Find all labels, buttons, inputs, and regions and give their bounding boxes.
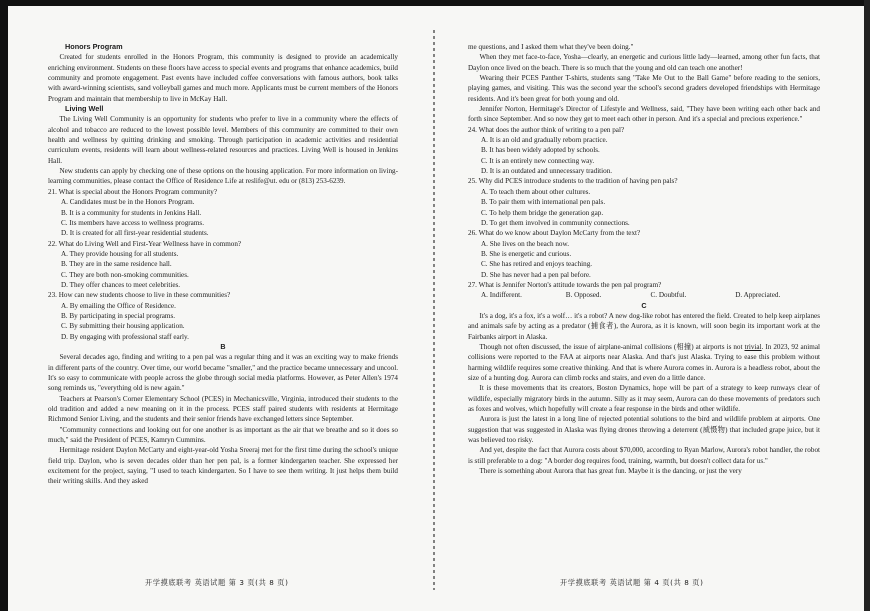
option-23a: A. By emailing the Office of Residence. — [61, 301, 176, 310]
question-27: 27. What is Jennifer Norton's attitude towards the pen pal program? — [468, 280, 662, 289]
option-22c: C. They are both non-smoking communities. — [61, 270, 189, 279]
option-21a: A. Candidates must be in the Honors Program. — [61, 198, 195, 207]
left-column-page-3 — [48, 42, 398, 487]
option-25d: D. To get them involved in community connections. — [481, 218, 630, 227]
option-24d: D. It is an outdated and unnecessary tradition. — [481, 167, 613, 176]
paragraph-honors: Created for students enrolled in the Honors Program, this community is designed to provide an academically enriching environment. Students on these floors have access to special events and programs that enhance academics, build community and promote engagement. Past events have included coffee conversations with famous authors, book talks with award-winning scientists, sand volleyball games and much more. Applicants must be current members of the Honors Program and maintain that membership to live in McKay Hall. — [48, 53, 398, 103]
underlined-word-trivial: trivial — [744, 342, 762, 351]
right-column-page-4 — [468, 42, 820, 476]
option-21c: C. Its members have access to wellness programs. — [61, 218, 204, 227]
paragraph-c6: There is something about Aurora that has great fun. Maybe it is the dancing, or just the very — [479, 467, 742, 476]
option-21d: D. It is created for all first-year residential students. — [61, 229, 209, 238]
option-27d: D. Appreciated. — [735, 291, 781, 300]
option-25a: A. To teach them about other cultures. — [481, 187, 591, 196]
paragraph-living-well: The Living Well Community is an opportunity for students who prefer to live in a community where the effects of alcohol and tobacco are reduced to the lowest possible level. Members of this community are committed to their own health and wellness by quitting drinking and smoking. Through participation in academic activities and residential curriculum events, residents will learn about wellness-related resources and practices. Living Well is housed in Jenkins Hall. — [48, 115, 398, 165]
paragraph-c1: It's a dog, it's a fox, it's a wolf… it's a robot? A new dog-like robot has entered the field. Created to help keep airplanes and animals safe by acting as a predator (捕食者), the Aurora, as it is known, will soon begin its important work at the Fairbanks airport in Alaska. — [468, 311, 820, 341]
question-26: 26. What do we know about Daylon McCarty from the text? — [468, 229, 641, 238]
option-22b: B. They are in the same residence hall. — [61, 260, 172, 269]
paragraph-r3: Wearing their PCES Panther T-shirts, students sang "Take Me Out to the Ball Game" before reading to the seniors, playing games, and visiting. This was the second year the school's second graders developed friendships with Hermitage residents. And it's been great for both young and old. — [468, 74, 820, 103]
heading-living-well: Living Well — [65, 104, 104, 114]
paragraph-r2: When they met face-to-face, Yosha—clearly, an energetic and curious little lady—learned, among other fun facts, that Daylon once lived on the beach. There is so much that the young and old can teach one another! — [468, 53, 820, 72]
page-fold-line — [433, 30, 435, 590]
question-24: 24. What does the author think of writing to a pen pal? — [468, 125, 625, 134]
option-27b: B. Opposed. — [565, 291, 602, 300]
paragraph-c2 — [468, 342, 820, 383]
option-25c: C. To help them bridge the generation gap. — [481, 208, 604, 217]
option-26a: A. She lives on the beach now. — [481, 239, 569, 248]
option-26d: D. She has never had a pen pal before. — [481, 270, 591, 279]
option-23d: D. By engaging with professional staff early. — [61, 332, 189, 341]
option-23b: B. By participating in special programs. — [61, 311, 176, 320]
scan-edge-left — [0, 0, 8, 611]
paragraph-r4: Jennifer Norton, Hermitage's Director of Lifestyle and Wellness, said, "They have been writing each other back and forth since September. And so now they get to meet each other in person. And it's a special and precious experience." — [468, 105, 820, 124]
option-27a: A. Indifferent. — [481, 291, 522, 300]
paragraph-b3: "Community connections and looking out for one another is as important as the air that we breathe and so it does so much," said the President of PCES, Kamryn Cummins. — [48, 425, 398, 445]
paragraph-c3: It is these movements that its creators, Boston Dynamics, hope will be part of a strategy to keep runways clear of wildlife, especially migratory birds in the autumn. Silly as it may seem, Aurora can do these movements of predators such as foxes and wolves, which hopefully will create a fear response in the birds and other wildlife. — [468, 384, 820, 414]
option-24a: A. It is an old and gradually reborn practice. — [481, 136, 608, 145]
paragraph-c5: And yet, despite the fact that Aurora costs about $70,000, according to Ryan Marlow, Aurora's robot handler, the robot is still preferable to a dog: "A border dog requires food, training, warmth, but doesn't collect data for us." — [468, 446, 820, 465]
paragraph-b2: Teachers at Pearson's Corner Elementary School (PCES) in Mechanicsville, Virginia, introduced their students to the old tradition and added a new meaning on it in the process. PCES staff paired students with residents at Hermitage Richmond Senior Living, and the students and their senior friends have exchanged letters since September. — [48, 394, 398, 424]
option-24c: C. It is an entirely new connecting way. — [481, 156, 595, 165]
options-27-row — [468, 290, 820, 300]
paragraph-c4: Aurora is just the latest in a long line of rejected potential solutions to the bird and wildlife problem at airports. One suggestion that was suggested in Alaska was flying drones throwing a deterrent (威慑物) that included grape juice, but it was believed too risky. — [468, 415, 820, 445]
question-22: 22. What do Living Well and First-Year Wellness have in common? — [48, 239, 242, 248]
footer-page-3: 开学摸底联考 英语试题 第 3 页(共 8 页) — [145, 578, 289, 587]
paragraph-apply: New students can apply by checking one of these options on the housing application. For more information on living-learning communities, please contact the Office of Residence Life at reslife@ut. edu or (813) 253-6239. — [48, 167, 398, 186]
paragraph-c2-start: Though not often discussed, the issue of airplane-animal collisions (相撞) at airports is not — [479, 342, 745, 351]
paragraph-c2-end: . In 2023, 92 animal collisions were reported to the FAA at airports near Alaska. And that's just Alaska. Trying to ease this problem without harming wildlife requires some creative thinking. And that is where Aurora comes in. Aurora is a headless robot, about the size of a hunting dog. Aurora can climb rocks and stairs, and even do a little dance. — [468, 342, 820, 382]
paragraph-b4: Hermitage resident Daylon McCarty and eight-year-old Yosha Sreeraj met for the first time during the school's unique field trip. Daylon, who is seven decades older than her pen pal, is a former kindergarten teacher. She expressed her excitement for the project, saying, "I used to teach kindergarten. So I have to see them writing. It just helps them build their writing skills. And they asked — [48, 446, 398, 486]
scan-edge-right — [864, 0, 870, 611]
option-21b: B. It is a community for students in Jenkins Hall. — [61, 208, 202, 217]
question-21: 21. What is special about the Honors Program community? — [48, 187, 218, 196]
scan-edge-top — [0, 0, 870, 6]
heading-honors: Honors Program — [65, 42, 123, 51]
option-25b: B. To pair them with international pen pals. — [481, 198, 606, 207]
option-24b: B. It has been widely adopted by schools. — [481, 146, 600, 155]
option-22d: D. They offer chances to meet celebrities. — [61, 280, 181, 289]
option-23c: C. By submitting their housing application. — [61, 322, 185, 331]
section-c-heading: C — [641, 301, 647, 310]
paragraph-b1: Several decades ago, finding and writing to a pen pal was a regular thing and it was an exciting way to make friends in different parts of the country. Over time, our world became "smaller," and the practice became unnecessary and uncool. It's so easy to communicate with people across the globe through social media platforms. However, as Peter Allen's 1974 song reminds us, "everything old is new again." — [48, 353, 398, 393]
question-25: 25. Why did PCES introduce students to the tradition of having pen pals? — [468, 177, 678, 186]
footer-page-4: 开学摸底联考 英语试题 第 4 页(共 8 页) — [560, 578, 704, 587]
option-26b: B. She is energetic and curious. — [481, 249, 572, 258]
option-26c: C. She has retired and enjoys teaching. — [481, 260, 593, 269]
paragraph-r1: me questions, and I asked them what they've been doing." — [468, 43, 634, 51]
option-22a: A. They provide housing for all students. — [61, 249, 179, 258]
section-b-heading: B — [220, 342, 226, 351]
option-27c: C. Doubtful. — [650, 291, 687, 300]
question-23: 23. How can new students choose to live in these communities? — [48, 291, 231, 300]
